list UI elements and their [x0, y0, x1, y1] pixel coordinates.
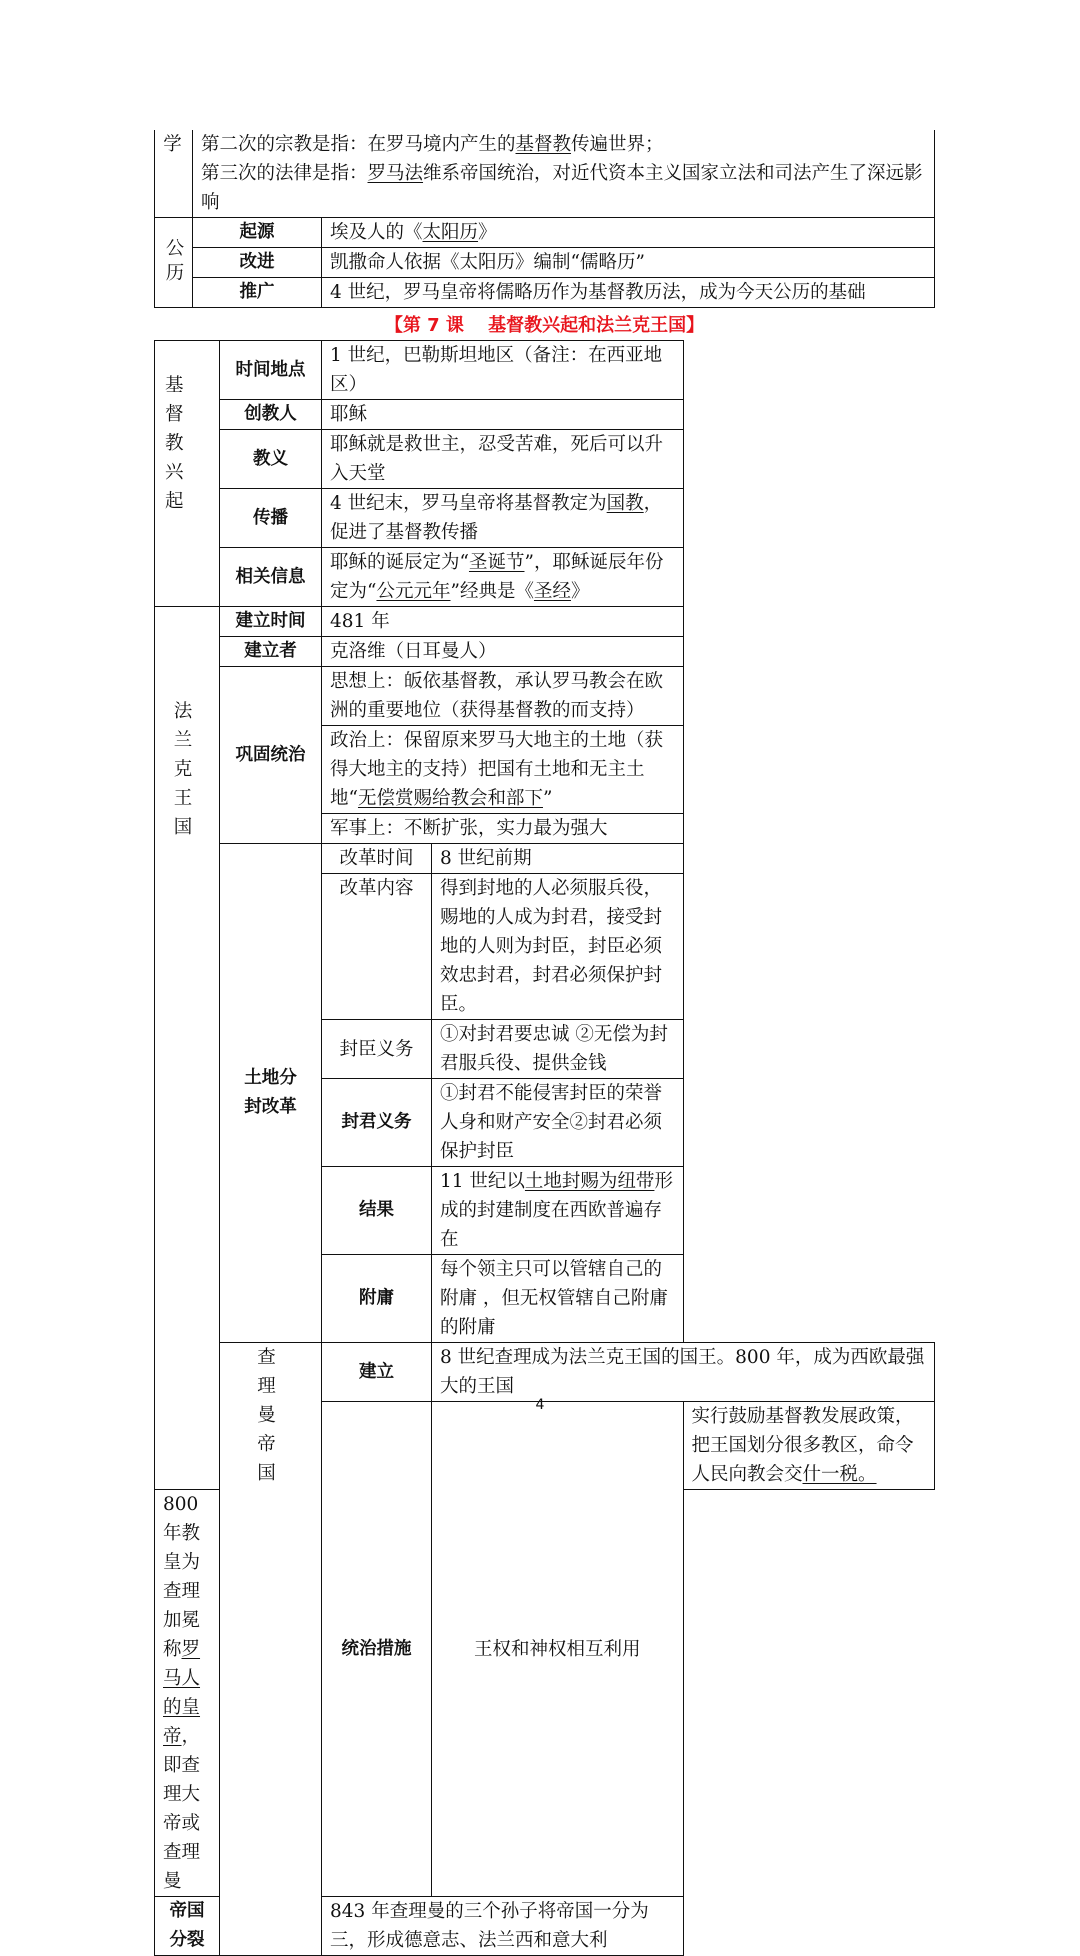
section-label-calendar: 公历	[155, 218, 193, 308]
calendar-origin-row	[155, 218, 935, 248]
value-spread: 4 世纪末，罗马皇帝将基督教定为国教，促进了基督教传播	[322, 489, 684, 548]
label-result: 结果	[322, 1167, 432, 1255]
page-number: 4	[535, 1397, 545, 1413]
section-frankish: 法兰克王国	[155, 607, 220, 1490]
label-improve: 改进	[193, 248, 322, 278]
section-charlemagne: 查理曼帝国	[220, 1343, 322, 1956]
label-land-reform: 土地分封改革	[220, 844, 322, 1343]
value-frank-founder: 克洛维（日耳曼人）	[322, 637, 684, 667]
value-origin: 埃及人的《太阳历》	[322, 218, 935, 248]
label-split: 帝国分裂	[155, 1897, 220, 1956]
value-reform-content: 得到封地的人必须服兵役，赐地的人成为封君，接受封地的人则为封臣，封臣必须效忠封君，封君必须保护封臣。	[432, 874, 684, 1020]
value-improve: 凯撒命人依据《太阳历》编制“儒略历”	[322, 248, 935, 278]
religion-line: 第二次的宗教是指：在罗马境内产生的基督教传遍世界；	[201, 134, 664, 155]
calendar-promote-row	[155, 278, 935, 308]
value-lord-duty: ①封君不能侵害封臣的荣誉人身和财产安全②封君必须保护封臣	[432, 1079, 684, 1167]
value-promote: 4 世纪，罗马皇帝将儒略历作为基督教历法，成为今天公历的基础	[322, 278, 935, 308]
row-doctrine	[155, 430, 935, 489]
continuation-table	[154, 130, 935, 308]
value-measures-2: 800 年教皇为查理加冕称罗马人的皇帝，即查理大帝或查理曼	[155, 1490, 220, 1897]
label-related: 相关信息	[220, 548, 322, 607]
value-politics: 政治上：保留原来罗马大地主的土地（获得大地主的支持）把国有土地和无主土地“无偿赏赐给教会和部下”	[322, 726, 684, 814]
label-spread: 传播	[220, 489, 322, 548]
label-founder: 创教人	[220, 400, 322, 430]
lesson7-table	[154, 340, 935, 1956]
label-promote: 推广	[193, 278, 322, 308]
row-consolidate-thought	[155, 667, 935, 726]
value-split: 843 年查理曼的三个孙子将帝国一分为三，形成德意志、法兰西和意大利	[322, 1897, 684, 1956]
section-christianity: 基督教兴起	[155, 341, 220, 607]
row-charle-founding	[155, 1343, 935, 1402]
label-reform-content: 改革内容	[322, 874, 432, 1020]
contribution-cell	[193, 130, 935, 218]
law-religion-row	[155, 130, 935, 218]
value-vassal-duty: ①对封君要忠诚 ②无偿为封君服兵役、提供金钱	[432, 1020, 684, 1079]
label-doctrine: 教义	[220, 430, 322, 489]
law-line: 第三次的法律是指：罗马法维系帝国统治，对近代资本主义国家立法和司法产生了深远影响	[201, 163, 923, 213]
label-vassal-duty: 封臣义务	[322, 1020, 432, 1079]
row-spread	[155, 489, 935, 548]
label-time-place: 时间地点	[220, 341, 322, 400]
row-frank-founder	[155, 637, 935, 667]
label-measures-sub: 王权和神权相互利用	[432, 1402, 684, 1897]
value-founded-time: 481 年	[322, 607, 684, 637]
value-vassalage: 每个领主只可以管辖自己的附庸 ，但无权管辖自己附庸的附庸	[432, 1255, 684, 1343]
value-military: 军事上：不断扩张，实力最为强大	[322, 814, 684, 844]
label-origin: 起源	[193, 218, 322, 248]
label-frank-founder: 建立者	[220, 637, 322, 667]
row-founded-time	[155, 607, 935, 637]
value-charle-founding: 8 世纪查理成为法兰克王国的国王。800 年，成为西欧最强大的王国	[432, 1343, 935, 1402]
value-related: 耶稣的诞辰定为“圣诞节”，耶稣诞辰年份定为“公元元年”经典是《圣经》	[322, 548, 684, 607]
label-charle-founding: 建立	[322, 1343, 432, 1402]
value-doctrine: 耶稣就是救世主，忍受苦难，死后可以升入天堂	[322, 430, 684, 489]
label-lord-duty: 封君义务	[322, 1079, 432, 1167]
calendar-improve-row	[155, 248, 935, 278]
row-time-place	[155, 341, 935, 400]
row-related	[155, 548, 935, 607]
value-reform-time: 8 世纪前期	[432, 844, 684, 874]
label-measures: 统治措施	[322, 1402, 432, 1897]
row-founder	[155, 400, 935, 430]
value-measures-1: 实行鼓励基督教发展政策，把王国划分很多教区，命令人民向教会交什一税。	[683, 1402, 935, 1490]
label-vassalage: 附庸	[322, 1255, 432, 1343]
value-founder: 耶稣	[322, 400, 684, 430]
value-time-place: 1 世纪，巴勒斯坦地区（备注：在西亚地区）	[322, 341, 684, 400]
row-reform-time	[155, 844, 935, 874]
section-label-xue: 学	[155, 130, 193, 218]
value-thought: 思想上：皈依基督教，承认罗马教会在欧洲的重要地位（获得基督教的而支持）	[322, 667, 684, 726]
label-reform-time: 改革时间	[322, 844, 432, 874]
value-result: 11 世纪以土地封赐为纽带形成的封建制度在西欧普遍存在	[432, 1167, 684, 1255]
label-consolidate: 巩固统治	[220, 667, 322, 844]
lesson-title: 【第 7 课 基督教兴起和法兰克王国】	[384, 315, 705, 336]
label-founded-time: 建立时间	[220, 607, 322, 637]
